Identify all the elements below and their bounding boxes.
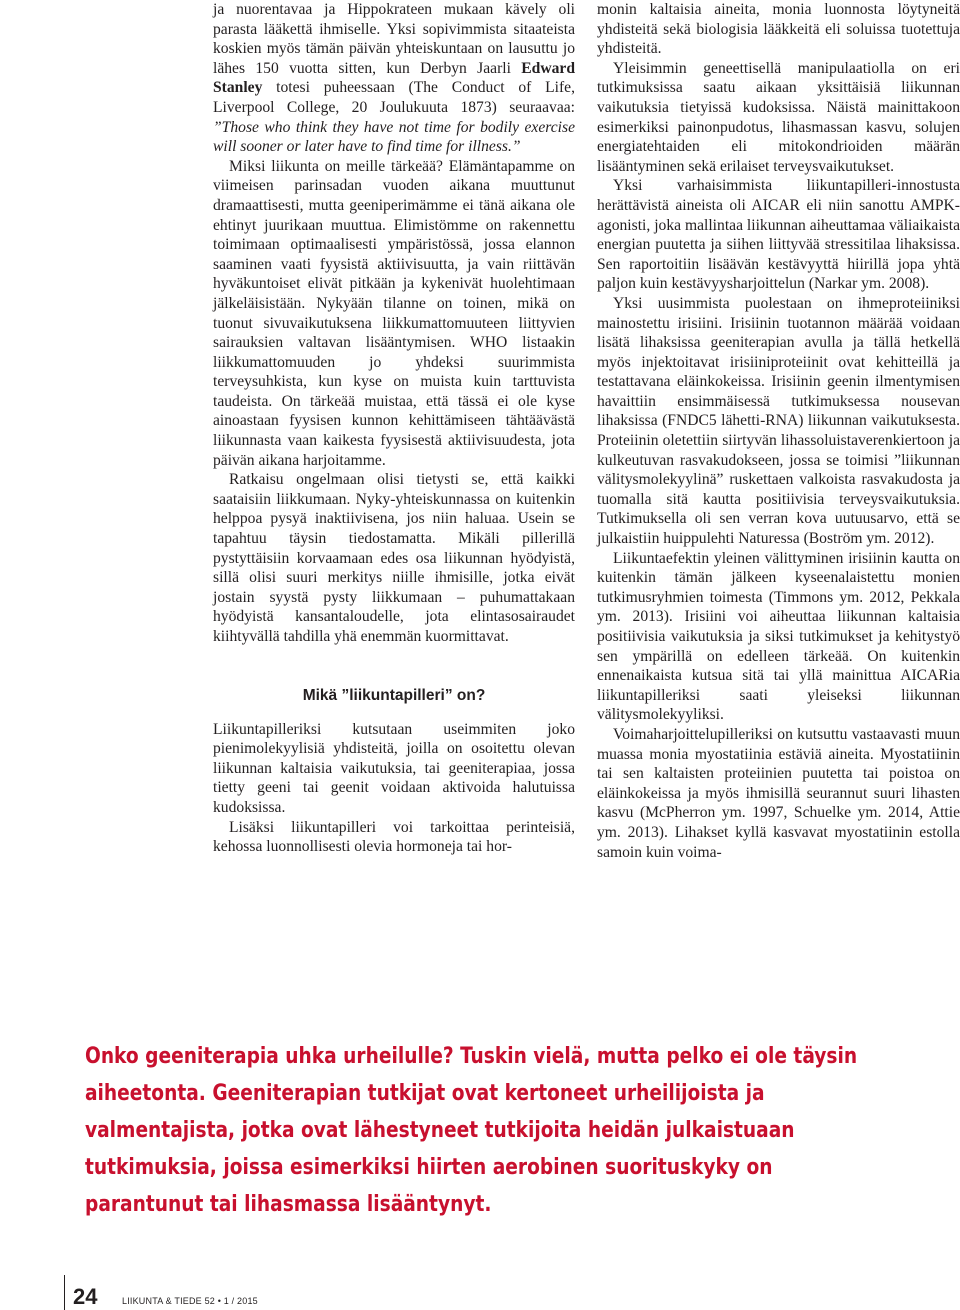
section-heading: Mikä ”liikuntapilleri” on?	[302, 686, 486, 704]
english-quote: ”Those who think they have not time for bodily exercise will sooner or later have to find time for illness.”	[213, 118, 575, 156]
intro-text-cont: totesi puheessaan (The Conduct of Life, Liverpool College, 20 Joulukuuta 1873) seuraavaa:	[213, 79, 575, 116]
pull-quote: Onko geeniterapia uhka urheilulle? Tuskin vielä, mutta pelko ei ole täysin aiheetonta. Geeniterapian tutkijat ovat kertoneet urheilijoista ja valmentajista, jotka ovat lähestyneet tutkijoita heidän julkaistuaan tutkimuksia, joissa esimerkiksi hiirten aerobinen suorituskyky on parantunut tai lihasmassa lisääntynyt.	[85, 1044, 858, 1217]
section-spacer	[213, 647, 575, 686]
paragraph-myostatin: Voimaharjoittelupilleriksi on kutsuttu vastaavasti muun muassa monia myostatiinia estäviä aineita. Myostatiinin tai sen kaltaisten proteiinien puutetta tai poistoa on eläinkokeissa ja myös ihmisillä seurannut suuri lihasten kasvu (McPherron ym. 1997, Schuelke ym. 2014, Attie ym. 2013). Lihakset kyllä kasvavat myostatiinin estolla samoin kuin voima-	[597, 725, 960, 861]
heading-spacer	[213, 706, 575, 720]
paragraph-hormones: Lisäksi liikuntapilleri voi tarkoittaa perinteisiä, kehossa luonnollisesti olevia hormoneja tai hor-	[213, 818, 575, 856]
person-name: Edward Stanley	[213, 59, 575, 97]
paragraph-genetic-manipulation: Yleisimmin geneettisellä manipulaatiolla on eri tutkimuksissa saatu aikaan yksittäisiä liikunnan vaikutuksia tietyissä kudoksissa. Näistä mainittakoon esimerkiksi painonpudotus, lihasmassan kasvu, solujen energiatehtaiden eli mitokondrioiden määrän lisääntyminen sekä erilaiset terveysvaikutukset.	[597, 59, 960, 175]
intro-text: ja nuorentavaa ja Hippokrateen mukaan kävely oli parasta lääkettä ihmiselle. Yksi sopivimmista sitaateista koskien myös tämän päivän yhteiskuntaan on lausuttu jo lähes 150 vuotta sitten, kun Derbyn Jaarli	[213, 1, 575, 77]
middle-column	[213, 0, 575, 857]
journal-issue: LIIKUNTA & TIEDE 52 • 1 / 2015	[122, 1296, 258, 1306]
paragraph-irisin: Yksi uusimmista puolestaan on ihmeproteiiniksi mainostettu irisiini. Irisiinin tuotannon määrää voidaan lisätä lihaksissa geeniterapian avulla ja tällä hetkellä myös injektoitavat irisiiniproteiinit ovat kehitteillä ja testattavana eläinkokeissa. Irisiinin geenin ilmentymisen havaittiin ensimmäisessä tutkimuksessa nousevan lihaksissa (FNDC5 lähetti-RNA) liikunnan vaikutuksesta. Proteiinin oletettiin siirtyvän lihassoluistaverenkiertoon ja kulkeutuvan rasvakudokseen, jossa se toimisi ”liikunnan välitysmolekyylinä” ruskettaen valkoista rasvakudosta ja tuomalla sitä kautta positiivisia terveysvaikutuksia. Tutkimuksella oli sen verran kova uutuusarvo, että se julkaistiin huippulehti Naturessa (Boström ym. 2012).	[597, 294, 960, 548]
page-number: 24	[73, 1284, 98, 1309]
paragraph-aicar: Yksi varhaisimmista liikuntapilleri-innostusta herättävistä aineista oli AICAR eli niin sanottu AMPK-agonisti, joka mallintaa liikunnan aiheuttamaa väliaikaista energian puutetta ja siihen liittyvää stressitilaa lihaksissa. Sen raportoitiin lisäävän kestävyyttä hiirillä jopa yhtä paljon kuin kestävyysharjoittelun (Narkar ym. 2008).	[597, 177, 960, 293]
footer-divider	[64, 1275, 65, 1310]
paragraph-irisin-debate: Liikuntaefektin yleinen välittyminen irisiinin kautta on kuitenkin tämän jälkeen kyseenalaistettu monien tutkimusryhmien toimesta (Timmons ym. 2012, Pekkala ym. 2013). Irisiini voi aiheuttaa liikunnan kaltaisia positiivisia vaikutuksia ja siksi tutkimukset ja kehitystyö sen ympärillä on edelleen tärkeää. On kuitenkin ennenaikaista kutsua sitä tai yllä mainittua AICARia liikuntapilleriksi saati yleiseksi liikunnan välitysmolekyyliksi.	[597, 549, 960, 724]
paragraph-continued: monin kaltaisia aineita, monia luonnosta löytyneitä yhdisteitä sekä biologisia lääkkeitä eli soluissa tuotettuja yhdisteitä.	[597, 1, 960, 58]
paragraph-why-exercise: Miksi liikunta on meille tärkeää? Elämäntapamme on viimeisen parinsadan vuoden aikana muuttunut dramaattisesti, mutta geeniperimämme ei tänä aikana ole ehtinyt juurikaan muuttua. Elimistömme on rakennettu toimimaan optimaalisesti ympäristössä, jossa elannon saaminen vaati fyysistä aktiivisuutta, ja vain riittävän hyväkuntoiset elivät pitkään ja kykenivät huolehtimaan jälkeläisistään. Nykyään tilanne on toinen, mikä on tuonut sivuvaikutuksena liikkumattomuuteen liittyvien sairauksien valtavan lisääntymisen. WHO listaakin liikkumattomuuden jo yhdeksi suurimmista terveysuhkista, kun kyse on muista kuin tarttuvista taudeista. On tärkeää muistaa, että tässä ei ole kyse ainoastaan fyysisen kunnon kehittämiseen tähtäävästä liikunnasta vaan kaikesta fyysisestä aktiivisuudesta, jota päivän aikana harjoitamme.	[213, 157, 575, 469]
paragraph-intro	[213, 0, 575, 157]
paragraph-solution: Ratkaisu ongelmaan olisi tietysti se, että kaikki saataisiin liikkumaan. Nyky-yhteiskunnassa on kuitenkin helppoa pysyä inaktiivisena, jos niin haluaa. Usein se tapahtuu täysin tiedostamatta. Mikäli pillerillä pystyttäisiin korvaamaan edes osa liikunnan hyödyistä, sillä olisi suuri merkitys niille ihmisille, jotka eivät jostain syystä pysty liikkumaan – puhumattakaan hyödyistä kansantaloudelle, jota elintasosairaudet kiihtyvällä tahdilla yhä enemmän kuormittavat.	[213, 471, 575, 645]
paragraph-definition: Liikuntapilleriksi kutsutaan useimmiten joko pienimolekyylisiä yhdisteitä, joilla on osoitettu olevan liikunnan kaltaisia vaikutuksia, tai geeniterapiaa, jossa tietty geeni tai geenit voidaan aktivoida halutuissa kudoksissa.	[213, 720, 575, 816]
right-column	[597, 0, 960, 862]
